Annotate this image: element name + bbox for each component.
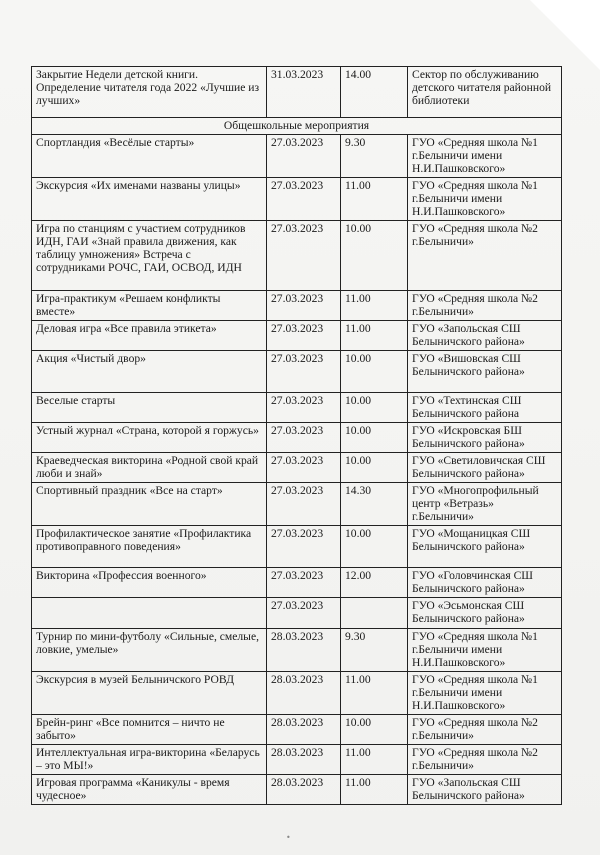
event-cell bbox=[32, 598, 267, 629]
time-cell: 11.00 bbox=[341, 291, 408, 321]
table-row bbox=[32, 775, 562, 805]
event-cell: Краеведческая викторина «Родной свой край люби и знай» bbox=[32, 453, 267, 483]
venue-cell: ГУО «Светиловичская СШ Белыничского района» bbox=[408, 453, 562, 483]
event-cell: Брейн-ринг «Все помнится – ничто не забыто» bbox=[32, 715, 267, 745]
time-cell: 11.00 bbox=[341, 672, 408, 715]
event-cell: Игра-практикум «Решаем конфликты вместе» bbox=[32, 291, 267, 321]
page-corner-fold bbox=[530, 0, 600, 70]
time-cell: 10.00 bbox=[341, 715, 408, 745]
event-cell: Игра по станциям с участием сотрудников ИДН, ГАИ «Знай правила движения, как таблицу умножения» Встреча с сотрудниками РОЧС, ГАИ, ОСВОД, ИДН bbox=[32, 221, 267, 291]
event-cell: Веселые старты bbox=[32, 393, 267, 423]
event-cell: Экскурсия «Их именами названы улицы» bbox=[32, 178, 267, 221]
time-cell: 12.00 bbox=[341, 568, 408, 598]
date-cell: 27.03.2023 bbox=[267, 135, 341, 178]
time-cell: 11.00 bbox=[341, 745, 408, 775]
event-cell: Интеллектуальная игра-викторина «Беларусь – это МЫ!» bbox=[32, 745, 267, 775]
date-cell: 27.03.2023 bbox=[267, 393, 341, 423]
table-row bbox=[32, 321, 562, 351]
date-cell: 27.03.2023 bbox=[267, 351, 341, 393]
time-cell: 11.00 bbox=[341, 178, 408, 221]
table-row bbox=[32, 526, 562, 568]
time-cell: 10.00 bbox=[341, 453, 408, 483]
event-cell: Экскурсия в музей Белыничского РОВД bbox=[32, 672, 267, 715]
venue-cell: ГУО «Мощаницкая СШ Белыничского района» bbox=[408, 526, 562, 568]
time-cell: 9.30 bbox=[341, 629, 408, 672]
date-cell: 27.03.2023 bbox=[267, 221, 341, 291]
venue-cell: Сектор по обслуживанию детского читателя районной библиотеки bbox=[408, 67, 562, 118]
table-row bbox=[32, 291, 562, 321]
date-cell: 27.03.2023 bbox=[267, 568, 341, 598]
event-cell: Закрытие Недели детской книги. Определение читателя года 2022 «Лучшие из лучших» bbox=[32, 67, 267, 118]
venue-cell: ГУО «Средняя школа №1 г.Белыничи имени Н.И.Пашковского» bbox=[408, 178, 562, 221]
date-cell: 31.03.2023 bbox=[267, 67, 341, 118]
table-row bbox=[32, 67, 562, 118]
time-cell: 14.30 bbox=[341, 483, 408, 526]
venue-cell: ГУО «Вишовская СШ Белыничского района» bbox=[408, 351, 562, 393]
venue-cell: ГУО «Средняя школа №2 г.Белыничи» bbox=[408, 291, 562, 321]
date-cell: 28.03.2023 bbox=[267, 745, 341, 775]
table-row bbox=[32, 423, 562, 453]
venue-cell: ГУО «Многопрофильный центр «Ветразь» г.Белыничи» bbox=[408, 483, 562, 526]
time-cell bbox=[341, 598, 408, 629]
venue-cell: ГУО «Техтинская СШ Белыничского района bbox=[408, 393, 562, 423]
event-cell: Профилактическое занятие «Профилактика противоправного поведения» bbox=[32, 526, 267, 568]
date-cell: 28.03.2023 bbox=[267, 672, 341, 715]
time-cell: 10.00 bbox=[341, 526, 408, 568]
scan-mark: • bbox=[286, 833, 291, 842]
venue-cell: ГУО «Запольская СШ Белыничского района» bbox=[408, 775, 562, 805]
date-cell: 27.03.2023 bbox=[267, 526, 341, 568]
time-cell: 9.30 bbox=[341, 135, 408, 178]
table-row bbox=[32, 178, 562, 221]
date-cell: 27.03.2023 bbox=[267, 453, 341, 483]
table-row bbox=[32, 135, 562, 178]
date-cell: 27.03.2023 bbox=[267, 598, 341, 629]
event-cell: Акция «Чистый двор» bbox=[32, 351, 267, 393]
table-row bbox=[32, 672, 562, 715]
venue-cell: ГУО «Запольская СШ Белыничского района» bbox=[408, 321, 562, 351]
date-cell: 27.03.2023 bbox=[267, 178, 341, 221]
time-cell: 10.00 bbox=[341, 221, 408, 291]
date-cell: 27.03.2023 bbox=[267, 483, 341, 526]
table-row bbox=[32, 715, 562, 745]
event-cell: Турнир по мини-футболу «Сильные, смелые, ловкие, умелые» bbox=[32, 629, 267, 672]
date-cell: 28.03.2023 bbox=[267, 715, 341, 745]
section-row bbox=[32, 118, 562, 135]
time-cell: 11.00 bbox=[341, 775, 408, 805]
venue-cell: ГУО «Средняя школа №1 г.Белыничи имени Н.И.Пашковского» bbox=[408, 672, 562, 715]
time-cell: 11.00 bbox=[341, 321, 408, 351]
section-title: Общешкольные мероприятия bbox=[32, 118, 562, 135]
table-row bbox=[32, 598, 562, 629]
date-cell: 27.03.2023 bbox=[267, 291, 341, 321]
event-cell: Спортландия «Весёлые старты» bbox=[32, 135, 267, 178]
table-row bbox=[32, 221, 562, 291]
venue-cell: ГУО «Головчинская СШ Белыничского района» bbox=[408, 568, 562, 598]
venue-cell: ГУО «Средняя школа №2 г.Белыничи» bbox=[408, 745, 562, 775]
time-cell: 10.00 bbox=[341, 393, 408, 423]
venue-cell: ГУО «Средняя школа №2 г.Белыничи» bbox=[408, 221, 562, 291]
event-cell: Спортивный праздник «Все на старт» bbox=[32, 483, 267, 526]
time-cell: 14.00 bbox=[341, 67, 408, 118]
table-row bbox=[32, 629, 562, 672]
date-cell: 28.03.2023 bbox=[267, 629, 341, 672]
event-cell: Викторина «Профессия военного» bbox=[32, 568, 267, 598]
date-cell: 27.03.2023 bbox=[267, 423, 341, 453]
table-row bbox=[32, 351, 562, 393]
venue-cell: ГУО «Средняя школа №1 г.Белыничи имени Н.И.Пашковского» bbox=[408, 135, 562, 178]
date-cell: 27.03.2023 bbox=[267, 321, 341, 351]
table-row bbox=[32, 568, 562, 598]
venue-cell: ГУО «Средняя школа №2 г.Белыничи» bbox=[408, 715, 562, 745]
time-cell: 10.00 bbox=[341, 423, 408, 453]
date-cell: 28.03.2023 bbox=[267, 775, 341, 805]
venue-cell: ГУО «Средняя школа №1 г.Белыничи имени Н.И.Пашковского» bbox=[408, 629, 562, 672]
venue-cell: ГУО «Искровская БШ Белыничского района» bbox=[408, 423, 562, 453]
table-row bbox=[32, 745, 562, 775]
events-table bbox=[31, 66, 562, 805]
event-cell: Деловая игра «Все правила этикета» bbox=[32, 321, 267, 351]
table-row bbox=[32, 393, 562, 423]
table-row bbox=[32, 483, 562, 526]
event-cell: Игровая программа «Каникулы - время чудесное» bbox=[32, 775, 267, 805]
event-cell: Устный журнал «Страна, которой я горжусь» bbox=[32, 423, 267, 453]
time-cell: 10.00 bbox=[341, 351, 408, 393]
table-row bbox=[32, 453, 562, 483]
venue-cell: ГУО «Эсьмонская СШ Белыничского района» bbox=[408, 598, 562, 629]
